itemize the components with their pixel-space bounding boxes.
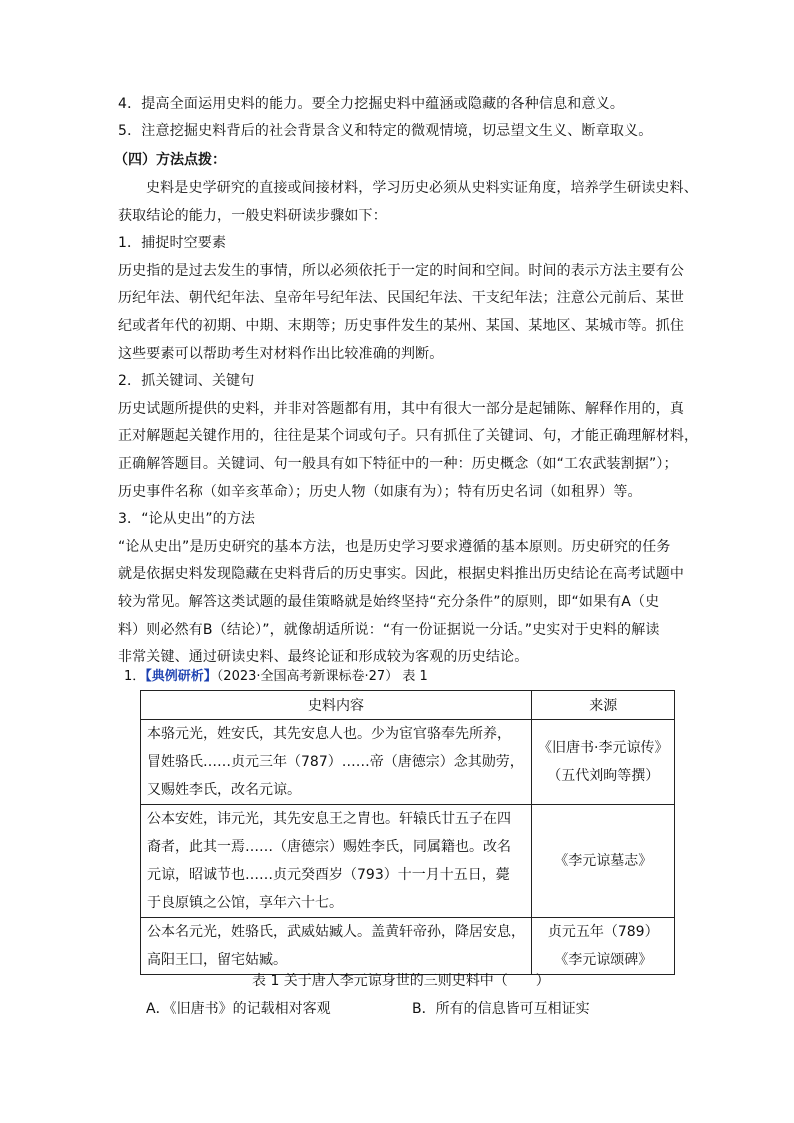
content-line: 冒姓骆氏……贞元三年（787）……帝（唐德宗）念其勋劳， xyxy=(147,754,524,770)
table-header-row xyxy=(141,691,675,720)
content-line: 高阳王囗，留宅姑臧。 xyxy=(147,952,287,968)
example-tag: 【典例研析】 xyxy=(145,669,217,684)
section-heading: （四）方法点拨： xyxy=(114,152,226,168)
step-line: 较为常见。解答这类试题的最佳策略就是始终坚持“充分条件”的原则，即“如果有A（史 xyxy=(118,593,660,610)
row-source xyxy=(532,720,675,805)
source-table xyxy=(140,690,675,975)
principle-5: 5．注意挖掘史料背后的社会背景含义和特定的微观情境，切忌望文生义、断章取义。 xyxy=(118,123,653,139)
step-heading: 2．抓关键词、关键句 xyxy=(118,373,255,390)
step-line: 历史事件名称（如辛亥革命）；历史人物（如康有为）；特有历史名词（如租界）等。 xyxy=(118,483,642,500)
header-source: 来源 xyxy=(532,691,675,720)
source-line: （五代刘昫等撰） xyxy=(547,768,660,784)
step-line: 料）则必然有B（结论）”，就像胡适所说：“有一份证据说一分话。”史实对于史料的解读 xyxy=(118,621,660,638)
content-line: 本骆元光，姓安氏，其先安息人也。少为宦官骆奉先所养， xyxy=(147,726,511,742)
step-line: 纪或者年代的初期、中期、末期等；历史事件发生的某州、某国、某地区、某城市等。抓住 xyxy=(118,317,684,334)
intro-line: 史料是史学研究的直接或间接材料，学习历史必须从史料实证角度，培养学生研读史料、 xyxy=(146,180,698,196)
intro-line: 获取结论的能力，一般史料研读步骤如下： xyxy=(118,207,387,224)
content-line: 于良原镇之公馆，享年六十七。 xyxy=(147,895,343,911)
source-line: 《李元谅颂碑》 xyxy=(554,952,653,968)
source-line: 贞元五年（789） xyxy=(547,924,659,940)
option-b: B．所有的信息皆可互相证实 xyxy=(412,1001,590,1017)
source-line: 《李元谅墓志》 xyxy=(554,853,653,869)
row-source xyxy=(532,918,675,975)
step-line: 非常关键、通过研读史料、最终论证和形成较为客观的历史结论。 xyxy=(118,649,529,666)
source-line: 《旧唐书·李元谅传》 xyxy=(538,740,669,756)
step-line: “论从史出”是历史研究的基本方法，也是历史学习要求遵循的基本原则。历史研究的任务 xyxy=(118,538,671,555)
option-a: A．《旧唐书》的记载相对客观 xyxy=(146,1001,331,1017)
row-content xyxy=(141,805,532,918)
step-line: 历史指的是过去发生的事情，所以必须依托于一定的时间和空间。时间的表示方法主要有公 xyxy=(118,262,684,279)
content-line: 公本安姓，讳元光，其先安息王之胄也。轩辕氏廿五子在四 xyxy=(147,811,511,827)
table-row xyxy=(141,805,675,918)
principle-4: 4．提高全面运用史料的能力。要全力挖掘史料中蕴涵或隐藏的各种信息和意义。 xyxy=(118,96,625,112)
step-line: 正确解答题目。关键词、句一般具有如下特征中的一种：历史概念（如“工农武装割据”）； xyxy=(118,455,678,472)
table-row xyxy=(141,720,675,805)
table-row xyxy=(141,918,675,975)
method-body xyxy=(118,175,699,672)
example-number: 1． xyxy=(124,669,146,684)
step-line: 就是依据史料发现隐藏在史料背后的历史事实。因此，根据史料推出历史结论在高考试题中 xyxy=(118,566,684,583)
table-caption: 表 1 关于唐人李元谅身世的三则史料中（ ） xyxy=(252,973,550,989)
content-line: 又赐姓李氏，改名元谅。 xyxy=(147,782,301,798)
content-line: 裔者，此其一焉……（唐德宗）赐姓李氏，同属籍也。改名 xyxy=(147,839,511,855)
example-source: （2023·全国高考新课标卷·27） 表 1 xyxy=(216,669,428,684)
step-line: 历史试题所提供的史料，并非对答题都有用，其中有很大一部分是起铺陈、解释作用的，真 xyxy=(118,400,684,417)
step-line: 这些要素可以帮助考生对材料作出比较准确的判断。 xyxy=(118,345,444,362)
row-content xyxy=(141,720,532,805)
header-content: 史料内容 xyxy=(141,691,532,720)
example-header xyxy=(124,667,428,687)
step-heading: 3．“论从史出”的方法 xyxy=(118,511,256,528)
step-line: 正对解题起关键作用的，往往是某个词或句子。只有抓住了关键词、句，才能正确理解材料， xyxy=(118,428,699,445)
step-line: 历纪年法、朝代纪年法、皇帝年号纪年法、民国纪年法、干支纪年法；注意公元前后、某世 xyxy=(118,290,684,307)
row-source xyxy=(532,805,675,918)
content-line: 公本名元光，姓骆氏，武威姑臧人。盖黄轩帝孙，降居安息， xyxy=(147,924,525,940)
content-line: 元谅，昭诚节也……贞元癸酉岁（793）十一月十五日，薨 xyxy=(147,867,510,883)
step-heading: 1．捕捉时空要素 xyxy=(118,235,227,252)
row-content xyxy=(141,918,532,975)
